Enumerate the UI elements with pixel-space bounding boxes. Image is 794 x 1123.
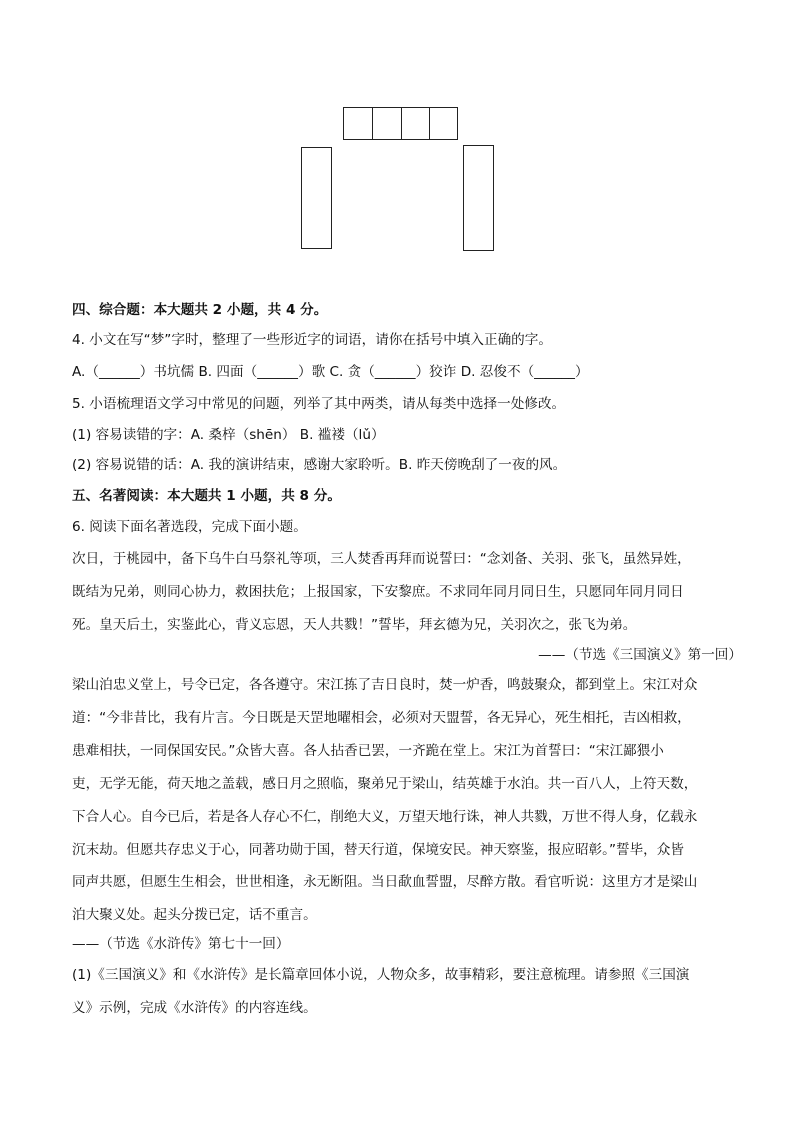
- passage2-line: 沉末劫。但愿共存忠义于心，同著功勋于国，替天行道，保境安民。神天察鉴，报应昭彰。”誓毕，众皆: [72, 842, 684, 858]
- passage2-source: ——（节选《水浒传》第七十一回）: [72, 936, 290, 952]
- q6-sub1-line: 义》示例，完成《水浒传》的内容连线。: [72, 1000, 317, 1016]
- passage1-line: 死。皇天后土，实鉴此心，背义忘恩，天人共戮！”誓毕，拜玄德为兄，关羽次之，张飞为弟。: [72, 617, 637, 633]
- q4-stem: 4. 小文在写“梦”字时，整理了一些形近字的词语，请你在括号中填入正确的字。: [72, 332, 552, 348]
- passage1-source: ——（节选《三国演义》第一回）: [538, 647, 742, 663]
- q6-stem: 6. 阅读下面名著选段，完成下面小题。: [72, 519, 307, 535]
- section-5-heading: [72, 486, 341, 506]
- q5-item-1: (1) 容易读错的字：A. 桑梓（shēn） B. 褴褛（lǔ）: [72, 427, 385, 443]
- grid-cell: [401, 108, 430, 139]
- passage2-line: 梁山泊忠义堂上，号令已定，各各遵守。宋江拣了吉日良时，焚一炉香，鸣鼓聚众，都到堂上。宋江对众: [72, 677, 698, 693]
- grid-cell: [344, 108, 373, 139]
- q4-options: A.（______）书坑儒 B. 四面（______）歌 C. 贪（______）狡诈 D. 忍俊不（______）: [72, 364, 589, 380]
- passage2-line: 泊大聚义处。起头分拨已定，话不重言。: [72, 907, 317, 923]
- passage2-line: 患难相扶，一同保国安民。”众皆大喜。各人拈香已罢，一齐跪在堂上。宋江为首誓曰：“宋江鄙猥小: [72, 743, 664, 759]
- passage2-line: 道：“今非昔比，我有片言。今日既是天罡地曜相会，必须对天盟誓，各无异心，死生相托，吉凶相救，: [72, 710, 691, 726]
- passage1-line: 既结为兄弟，则同心协力，救困扶危；上报国家，下安黎庶。不求同年同月同日生，只愿同年同月同日: [72, 584, 684, 600]
- q5-stem: 5. 小语梳理语文学习中常见的问题，列举了其中两类，请从每类中选择一处修改。: [72, 396, 566, 412]
- passage1-line: 次日，于桃园中，备下乌牛白马祭礼等项，三人焚香再拜而说誓曰：“念刘备、关羽、张飞，虽然异姓，: [72, 551, 691, 567]
- section-4-score: 本大题共 2 小题，共 4 分。: [153, 302, 328, 318]
- passage2-line: 吏，无学无能，荷天地之盖载，感日月之照临，聚弟兄于梁山，结英雄于水泊。共一百八人，上符天数，: [72, 776, 698, 792]
- right-vertical-box: [463, 145, 494, 251]
- grid-cell: [372, 108, 402, 139]
- section-4-label: 四、综合题：: [72, 302, 154, 318]
- section-4-heading: [72, 300, 327, 320]
- left-vertical-box: [301, 147, 332, 249]
- passage2-line: 下合人心。自今已后，若是各人存心不仁，削绝大义，万望天地行诛，神人共戮，万世不得人身，亿载永: [72, 809, 698, 825]
- q6-sub1-line: (1)《三国演义》和《水浒传》是长篇章回体小说，人物众多，故事精彩，要注意梳理。请参照《三国演: [72, 967, 690, 983]
- section-5-label: 五、名著阅读：: [72, 488, 168, 504]
- section-5-score: 本大题共 1 小题，共 8 分。: [167, 488, 341, 504]
- top-answer-grid: [343, 107, 458, 140]
- q5-item-2: (2) 容易说错的话：A. 我的演讲结束，感谢大家聆听。B. 昨天傍晚刮了一夜的风。: [72, 457, 567, 473]
- passage2-line: 同声共愿，但愿生生相会，世世相逢，永无断阻。当日歃血誓盟，尽醉方散。看官听说：这里方才是梁山: [72, 874, 698, 890]
